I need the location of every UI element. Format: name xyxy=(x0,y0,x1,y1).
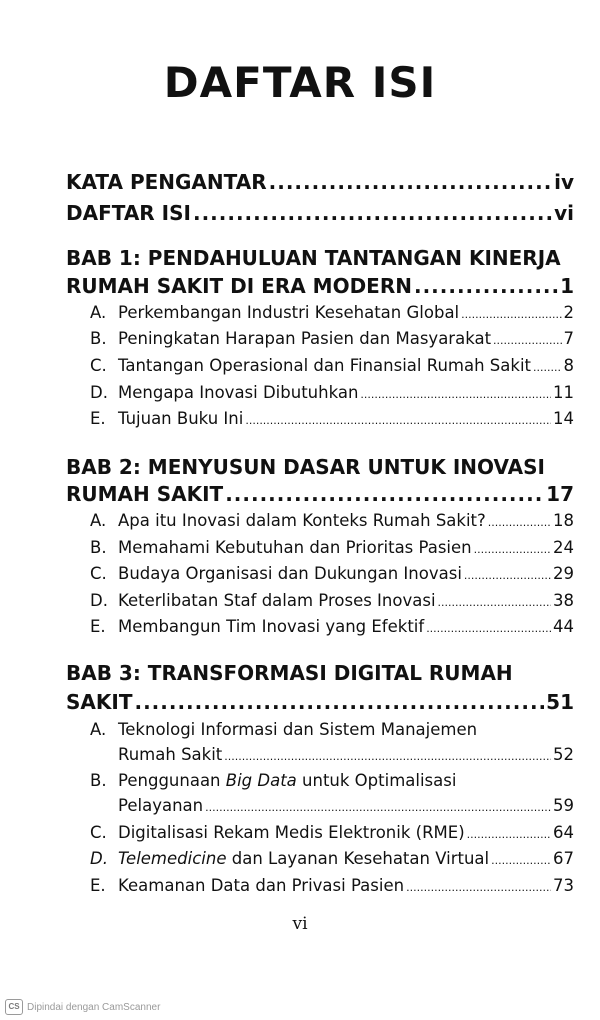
toc-label: Tantangan Operasional dan Finansial Rumah Sakit xyxy=(118,356,531,375)
toc-page: 18 xyxy=(553,511,574,530)
chapter-3-title-line2: SAKIT xyxy=(66,690,133,714)
item-letter: D. xyxy=(90,383,108,402)
toc-entry-chapter-3[interactable] xyxy=(66,690,574,714)
leader-dots xyxy=(488,516,551,529)
leader-dots xyxy=(414,274,558,298)
toc-page: 8 xyxy=(563,356,574,375)
toc-label: DAFTAR ISI xyxy=(66,201,191,225)
toc-label: Teknologi Informasi dan Sistem Manajemen xyxy=(118,720,478,739)
toc-entry-kata-pengantar[interactable] xyxy=(66,170,574,194)
toc-label-post: dan Layanan Kesehatan Virtual xyxy=(226,849,490,868)
toc-label-post: untuk Optimalisasi xyxy=(296,771,457,790)
toc-page: 59 xyxy=(553,796,574,815)
toc-entry-2d[interactable] xyxy=(90,591,574,610)
leader-dots xyxy=(426,622,551,635)
toc-label: Memahami Kebutuhan dan Prioritas Pasien xyxy=(118,538,472,557)
toc-page: 51 xyxy=(546,690,574,714)
chapter-3-title-line1: BAB 3: TRANSFORMASI DIGITAL RUMAH xyxy=(66,661,513,685)
chapter-2-title-line1: BAB 2: MENYUSUN DASAR UNTUK INOVASI xyxy=(66,455,545,479)
leader-dots xyxy=(245,414,551,427)
toc-label-pre: Penggunaan xyxy=(118,771,226,790)
scanner-text: Dipindai dengan CamScanner xyxy=(27,1001,161,1013)
toc-entry-1a[interactable] xyxy=(90,303,574,322)
toc-page: 52 xyxy=(553,745,574,764)
toc-page: 64 xyxy=(553,823,574,842)
toc-label xyxy=(118,771,456,790)
leader-dots xyxy=(269,170,552,194)
item-letter: A. xyxy=(90,303,107,322)
toc-entry-chapter-2[interactable] xyxy=(66,482,574,506)
toc-label: Apa itu Inovasi dalam Konteks Rumah Sakit? xyxy=(118,511,486,530)
item-letter: E. xyxy=(90,876,106,895)
toc-label: Perkembangan Industri Kesehatan Global xyxy=(118,303,460,322)
item-letter: A. xyxy=(90,511,107,530)
item-letter: D. xyxy=(90,591,108,610)
leader-dots xyxy=(438,596,551,609)
leader-dots xyxy=(360,388,551,401)
page-number: vi xyxy=(292,914,308,934)
toc-page: 1 xyxy=(560,274,574,298)
leader-dots xyxy=(224,750,551,763)
toc-entry-3e[interactable] xyxy=(90,876,574,895)
toc-page: 2 xyxy=(563,303,574,322)
toc-page: 24 xyxy=(553,538,574,557)
toc-entry-3a[interactable] xyxy=(118,745,574,764)
toc-entry-1c[interactable] xyxy=(90,356,574,375)
toc-page: 44 xyxy=(553,617,574,636)
chapter-1-title-line2: RUMAH SAKIT DI ERA MODERN xyxy=(66,274,412,298)
toc-entry-3d[interactable] xyxy=(90,849,574,868)
toc-page: 7 xyxy=(563,329,574,348)
item-letter: D. xyxy=(90,849,108,868)
toc-entry-3c[interactable] xyxy=(90,823,574,842)
camscanner-logo-icon: CS xyxy=(5,999,23,1015)
item-letter: B. xyxy=(90,538,107,557)
toc-page: 17 xyxy=(546,482,574,506)
leader-dots xyxy=(464,569,551,582)
toc-label: Digitalisasi Rekam Medis Elektronik (RME) xyxy=(118,823,465,842)
toc-entry-2c[interactable] xyxy=(90,564,574,583)
toc-label: Rumah Sakit xyxy=(118,745,223,764)
toc-label: Pelayanan xyxy=(118,796,204,815)
leader-dots xyxy=(533,361,562,374)
toc-label: Membangun Tim Inovasi yang Efektif xyxy=(118,617,425,636)
toc-page: 67 xyxy=(553,849,574,868)
leader-dots xyxy=(493,334,561,347)
toc-page: 38 xyxy=(553,591,574,610)
toc-entry-chapter-1[interactable] xyxy=(66,274,574,298)
toc-label: Budaya Organisasi dan Dukungan Inovasi xyxy=(118,564,462,583)
page-title: DAFTAR ISI xyxy=(163,58,437,107)
toc-entry-2e[interactable] xyxy=(90,617,574,636)
toc-label xyxy=(118,849,489,868)
item-letter: C. xyxy=(90,564,107,583)
toc-label: Peningkatan Harapan Pasien dan Masyarakat xyxy=(118,329,492,348)
toc-label-italic: Telemedicine xyxy=(118,849,227,868)
toc-entry-2b[interactable] xyxy=(90,538,574,557)
toc-entry-3b[interactable] xyxy=(118,796,574,815)
toc-page: 73 xyxy=(553,876,574,895)
leader-dots xyxy=(225,482,544,506)
chapter-2-title-line2: RUMAH SAKIT xyxy=(66,482,224,506)
toc-page: vi xyxy=(554,201,574,225)
leader-dots xyxy=(193,201,552,225)
chapter-1-title-line1: BAB 1: PENDAHULUAN TANTANGAN KINERJA xyxy=(66,246,561,270)
toc-page: 11 xyxy=(553,383,574,402)
item-letter: E. xyxy=(90,617,106,636)
item-letter: C. xyxy=(90,356,107,375)
toc-label-italic: Big Data xyxy=(225,771,297,790)
scanner-watermark xyxy=(5,999,160,1015)
leader-dots xyxy=(461,308,561,321)
toc-page: 14 xyxy=(553,409,574,428)
item-letter: A. xyxy=(90,720,107,739)
toc-label: Keterlibatan Staf dalam Proses Inovasi xyxy=(118,591,436,610)
toc-entry-1b[interactable] xyxy=(90,329,574,348)
toc-entry-3b-line1[interactable] xyxy=(90,771,456,790)
toc-page: iv xyxy=(554,170,574,194)
toc-label: Tujuan Buku Ini xyxy=(118,409,244,428)
leader-dots xyxy=(474,543,551,556)
toc-entry-2a[interactable] xyxy=(90,511,574,530)
toc-label: Mengapa Inovasi Dibutuhkan xyxy=(118,383,359,402)
item-letter: B. xyxy=(90,771,107,790)
toc-entry-1d[interactable] xyxy=(90,383,574,402)
leader-dots xyxy=(406,881,551,894)
toc-label: Keamanan Data dan Privasi Pasien xyxy=(118,876,405,895)
item-letter: C. xyxy=(90,823,107,842)
toc-entry-3a-line1[interactable] xyxy=(90,720,477,739)
leader-dots xyxy=(467,828,551,841)
toc-page: 29 xyxy=(553,564,574,583)
leader-dots xyxy=(205,801,551,814)
leader-dots xyxy=(134,690,544,714)
item-letter: E. xyxy=(90,409,106,428)
toc-entry-1e[interactable] xyxy=(90,409,574,428)
item-letter: B. xyxy=(90,329,107,348)
leader-dots xyxy=(491,854,551,867)
toc-label: KATA PENGANTAR xyxy=(66,170,267,194)
toc-entry-daftar-isi[interactable] xyxy=(66,201,574,225)
